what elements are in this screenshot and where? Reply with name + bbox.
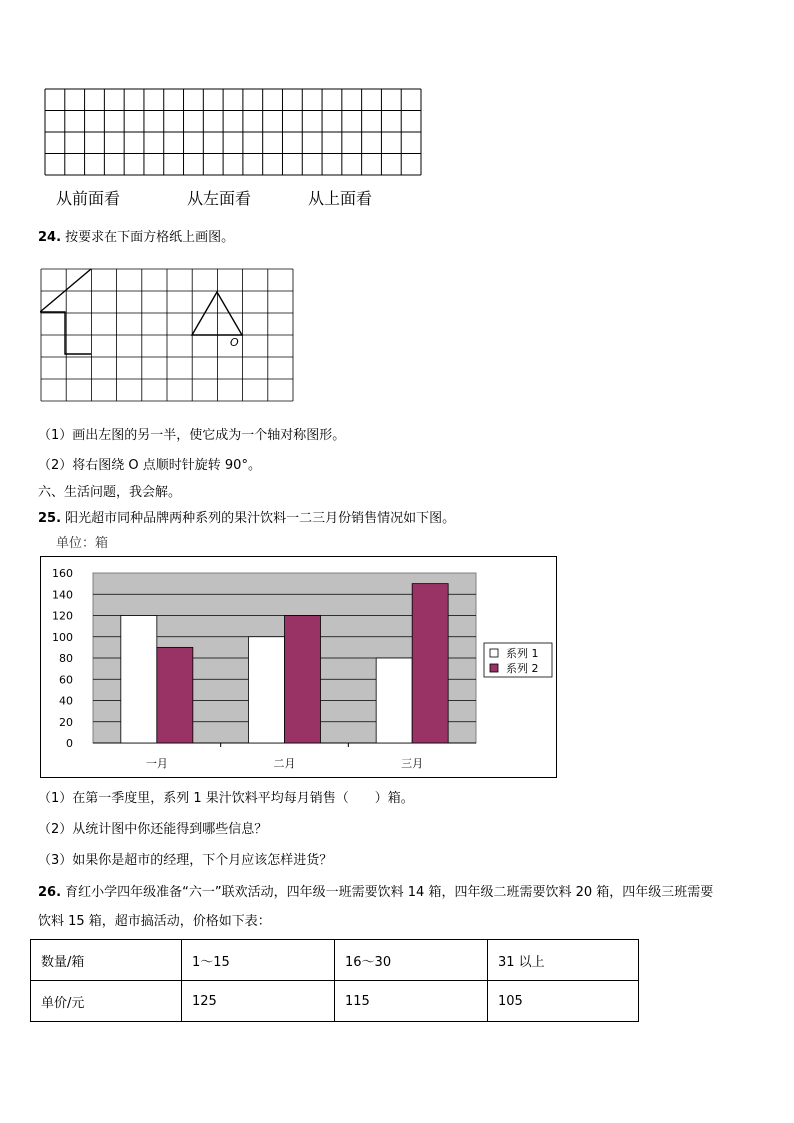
- question-number: 25.: [38, 511, 62, 526]
- y-tick-label: 100: [52, 630, 73, 644]
- bar: [121, 616, 157, 744]
- table-cell: 数量/箱: [31, 940, 182, 981]
- bar: [376, 658, 412, 743]
- y-tick-label: 160: [52, 567, 73, 580]
- unit-label: 单位：箱: [56, 536, 109, 551]
- view-label-front: 从前面看: [56, 189, 121, 208]
- left-figure-base: [40, 312, 91, 354]
- q24-sub-2: （2）将右图绕 O 点顺时针旋转 90°。: [38, 458, 261, 473]
- y-tick-label: 60: [59, 673, 73, 687]
- bar: [412, 584, 448, 743]
- y-tick-label: 140: [52, 588, 73, 602]
- question-24: [38, 231, 234, 244]
- left-figure: [40, 269, 91, 312]
- y-tick-label: 40: [59, 694, 73, 708]
- legend-swatch: [490, 649, 498, 657]
- drawing-grid: [40, 268, 294, 402]
- question-number: 24.: [38, 230, 62, 245]
- legend-label: 系列 2: [506, 662, 539, 675]
- question-25: [38, 512, 455, 525]
- table-cell: 31 以上: [488, 940, 639, 981]
- view-label-left: 从左面看: [187, 189, 252, 208]
- q25-sub-2: （2）从统计图中你还能得到哪些信息？: [38, 822, 268, 837]
- bar-chart: [40, 556, 558, 780]
- section-6-title: 六、生活问题，我会解。: [38, 485, 182, 500]
- table-cell: 115: [335, 981, 488, 1022]
- y-tick-label: 20: [59, 715, 73, 729]
- table-cell: 16～30: [335, 940, 488, 981]
- legend-swatch: [490, 664, 498, 672]
- question-number: 26.: [38, 885, 62, 900]
- table-cell: 1～15: [182, 940, 335, 981]
- table-cell: 105: [488, 981, 639, 1022]
- table-cell: 125: [182, 981, 335, 1022]
- x-tick-label: 三月: [401, 757, 424, 770]
- point-o-label: O: [230, 336, 239, 349]
- question-text: 按要求在下面方格纸上画图。: [65, 230, 235, 245]
- question-26-line2: 饮料 15 箱，超市搞活动，价格如下表：: [38, 914, 271, 929]
- q25-sub-1: （1）在第一季度里，系列 1 果汁饮料平均每月销售（ ）箱。: [38, 791, 414, 806]
- view-label-top: 从上面看: [308, 189, 373, 208]
- x-tick-label: 二月: [273, 757, 296, 770]
- question-26-line1: [38, 886, 713, 899]
- y-tick-label: 80: [59, 652, 73, 665]
- bar: [249, 637, 285, 743]
- y-tick-label: 0: [66, 737, 73, 750]
- q25-sub-3: （3）如果你是超市的经理，下个月应该怎样进货？: [38, 853, 333, 868]
- bar: [285, 616, 321, 744]
- legend-label: 系列 1: [506, 647, 539, 660]
- question-text: 阳光超市同种品牌两种系列的果汁饮料一二三月份销售情况如下图。: [65, 511, 456, 526]
- table-row: [31, 981, 639, 1022]
- x-tick-label: 一月: [145, 757, 168, 770]
- table-cell: 单价/元: [31, 981, 182, 1022]
- question-text: 育红小学四年级准备“六一”联欢活动，四年级一班需要饮料 14 箱，四年级二班需要饮料 20 箱，四年级三班需要: [65, 885, 714, 900]
- table-row: [31, 940, 639, 981]
- q24-sub-1: （1）画出左图的另一半，使它成为一个轴对称图形。: [38, 428, 346, 443]
- price-table: [30, 939, 639, 1022]
- bar: [157, 647, 193, 743]
- views-grid: [44, 88, 422, 176]
- y-tick-label: 120: [52, 609, 73, 623]
